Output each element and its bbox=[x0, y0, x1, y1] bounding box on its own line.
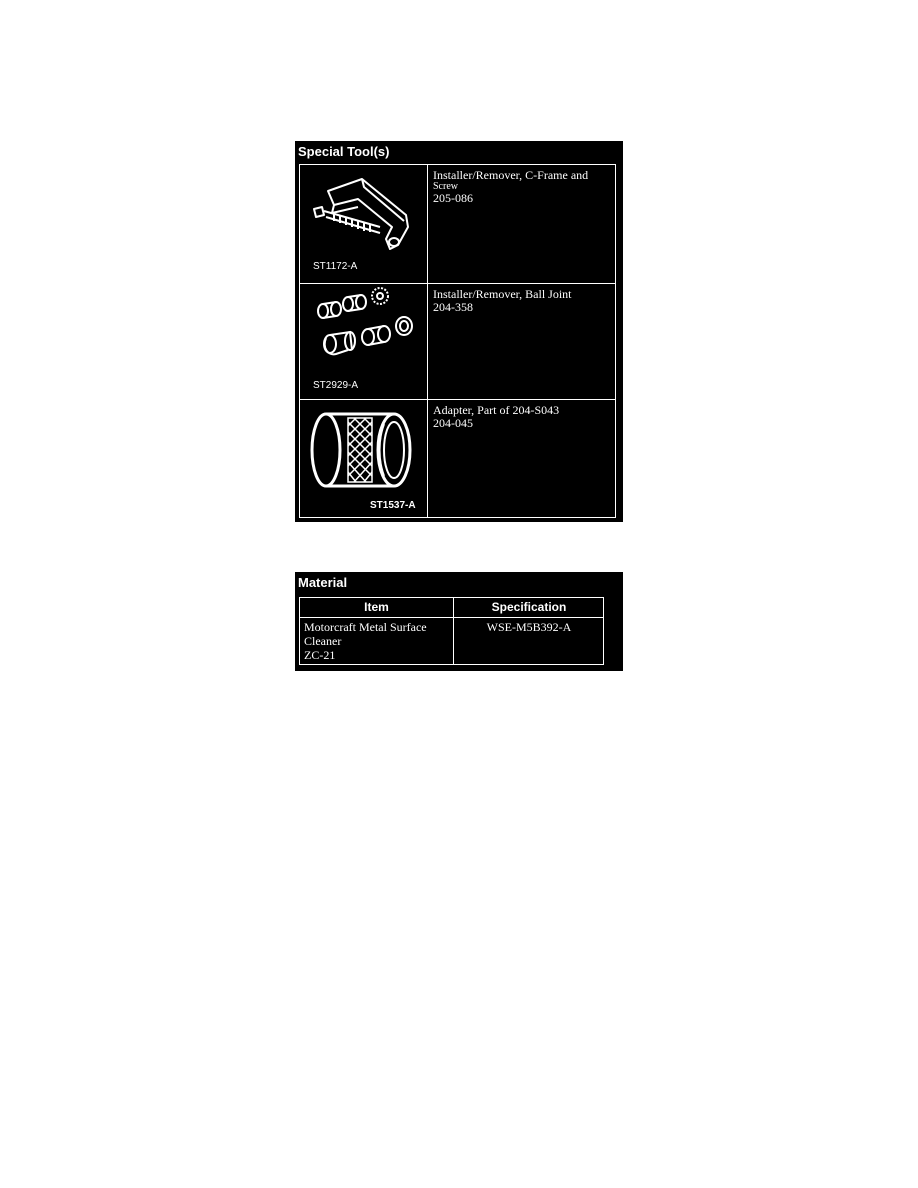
tool-name: Installer/Remover, Ball Joint bbox=[433, 287, 572, 301]
special-tools-panel bbox=[295, 141, 623, 522]
special-tools-table bbox=[299, 164, 616, 518]
special-tools-title: Special Tool(s) bbox=[298, 144, 390, 159]
tool-part-number: 204-358 bbox=[433, 300, 473, 314]
tool-name: Installer/Remover, C-Frame and bbox=[433, 168, 589, 182]
tool-name-continued: Screw bbox=[433, 181, 458, 192]
material-specification-cell: WSE-M5B392-A bbox=[486, 620, 572, 634]
tool-description bbox=[433, 169, 611, 205]
material-item-cell bbox=[304, 620, 451, 662]
header-divider bbox=[300, 617, 603, 618]
tool-row bbox=[300, 165, 615, 284]
column-header-specification: Specification bbox=[491, 600, 567, 614]
material-title: Material bbox=[298, 575, 348, 590]
material-panel bbox=[295, 572, 623, 671]
material-item-line: Cleaner bbox=[304, 634, 342, 648]
tool-part-number: 205-086 bbox=[433, 191, 473, 205]
tool-row bbox=[300, 400, 615, 517]
tool-code: ST1537-A bbox=[370, 500, 416, 511]
tool-description bbox=[433, 288, 611, 314]
adapter-cylinder-icon bbox=[300, 400, 427, 516]
tool-name: Adapter, Part of 204-S043 bbox=[433, 403, 560, 417]
tool-image-cell bbox=[300, 165, 428, 283]
tool-image-cell bbox=[300, 284, 428, 399]
tool-code: ST2929-A bbox=[313, 380, 359, 391]
column-header-item: Item bbox=[364, 600, 389, 614]
tool-image-cell bbox=[300, 400, 428, 517]
tool-code: ST1172-A bbox=[313, 261, 358, 272]
tool-description bbox=[433, 404, 611, 430]
material-item-line: Motorcraft Metal Surface bbox=[304, 620, 427, 634]
material-item-line: ZC-21 bbox=[304, 648, 336, 662]
tool-part-number: 204-045 bbox=[433, 416, 473, 430]
material-table bbox=[299, 597, 604, 665]
tool-row bbox=[300, 284, 615, 400]
